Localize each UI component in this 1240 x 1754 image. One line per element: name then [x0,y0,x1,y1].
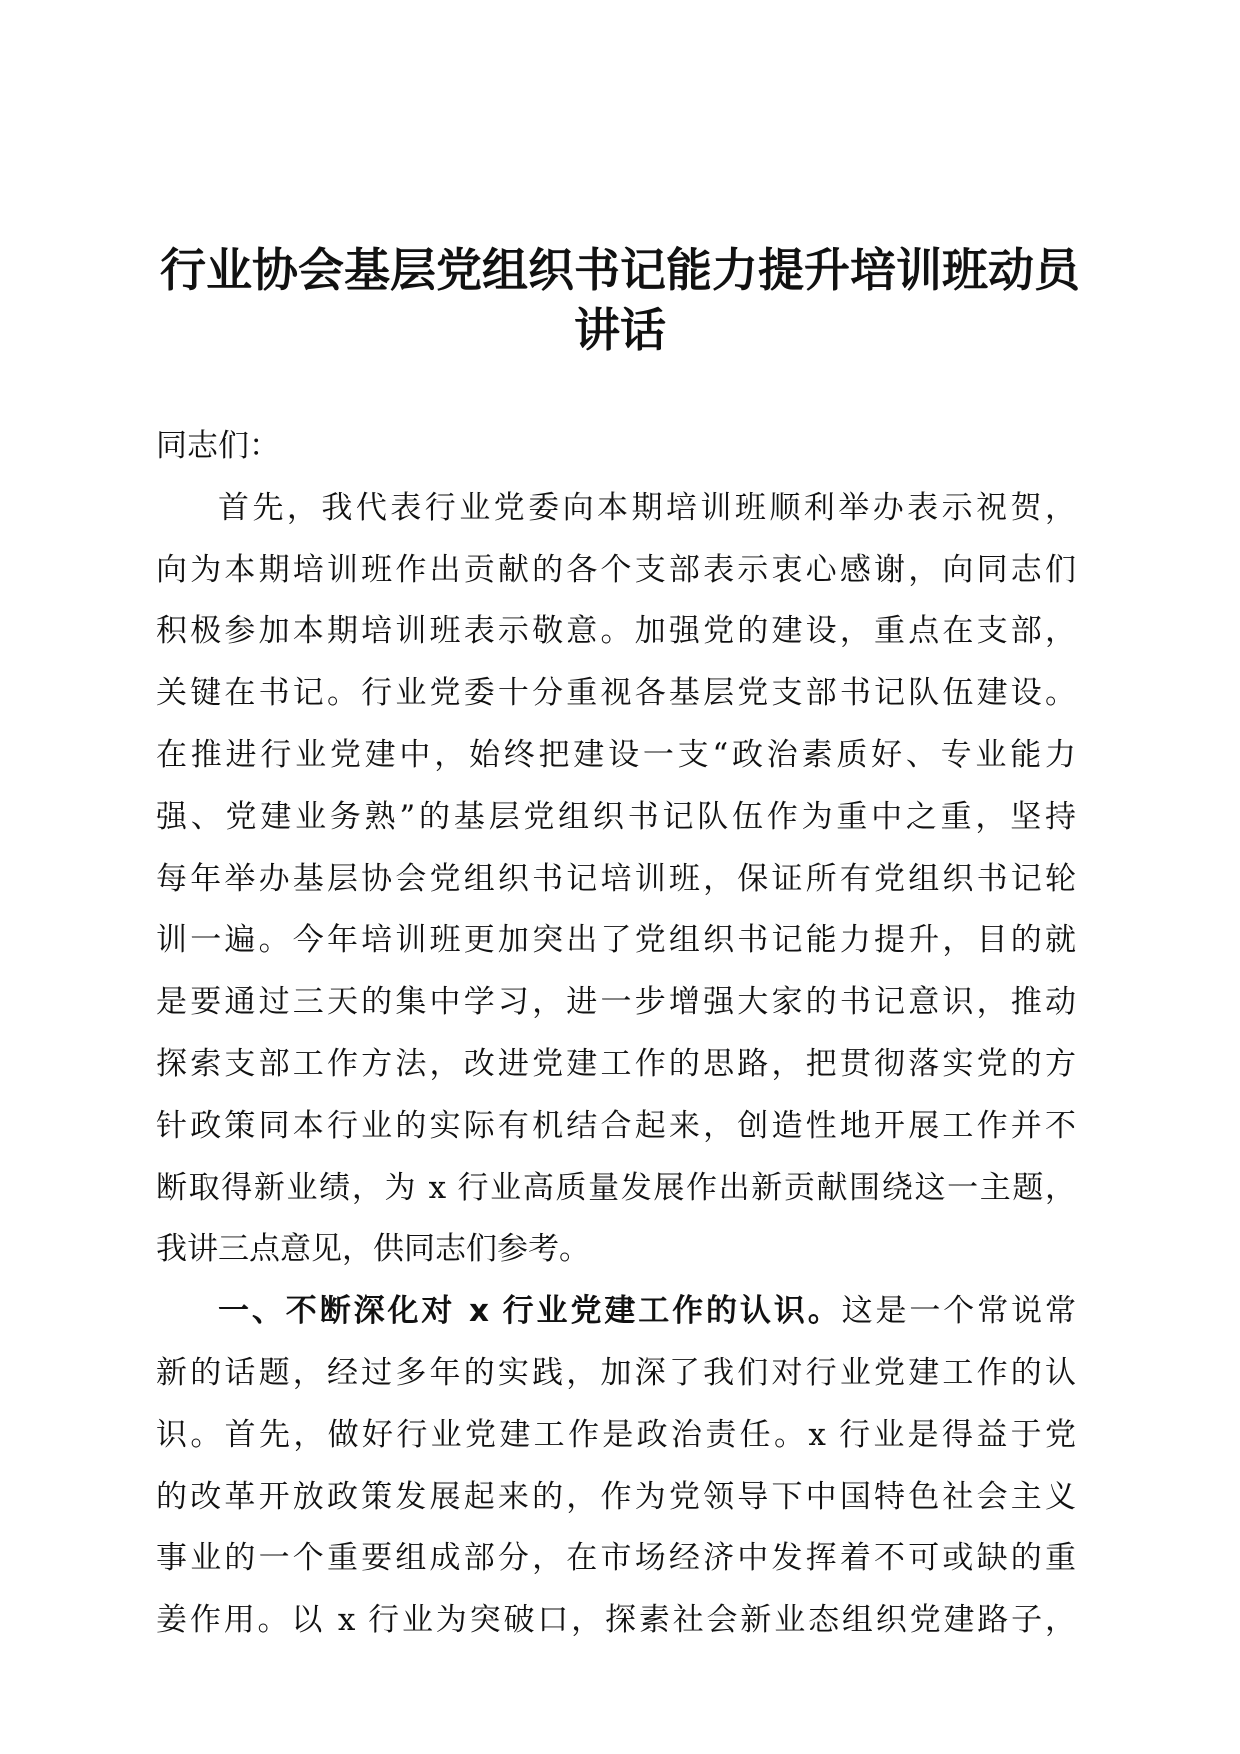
paragraph-1-line: 强、党建业务熟”的基层党组织书记队伍作为重中之重，坚持 [156,798,1076,835]
paragraph-1-line: 积极参加本期培训班表示敬意。加强党的建设，重点在支部， [156,613,1076,650]
paragraph-1-line: 关键在书记。行业党委十分重视各基层党支部书记队伍建设。 [156,675,1076,712]
section-1-line: 姜作用。以 x 行业为突破口，探素社会新业态组织党建路子， [156,1602,1076,1639]
paragraph-1-line: 探索支部工作方法，改进党建工作的思路，把贯彻落实党的方 [156,1045,1076,1082]
document-title [120,240,1120,360]
document-body [156,416,1076,1652]
section-1-first-line [156,1281,1076,1343]
paragraph-1-line: 是要通过三天的集中学习，进一步增强大家的书记意识，推动 [156,984,1076,1021]
salutation: 同志们： [156,428,280,464]
paragraph-1-line: 针政策同本行业的实际有机结合起来，创造性地开展工作并不 [156,1107,1076,1144]
paragraph-1-line: 向为本期培训班作出贡献的各个支部表示衷心感谢，向同志们 [156,551,1076,588]
title-line-1: 行业协会基层党组织书记能力提升培训班动员 [160,243,1080,297]
paragraph-1-line: 训一遍。今年培训班更加突出了党组织书记能力提升，目的就 [156,922,1076,959]
section-1-line: 事业的一个重要组成部分，在市场经济中发挥着不可或缺的重 [156,1540,1076,1577]
paragraph-1-line: 首先，我代表行业党委向本期培训班顺利举办表示祝贺， [218,489,1076,526]
title-line-2: 讲话 [574,303,666,357]
section-1-heading: 一、不断深化对 x 行业党建工作的认识。 [218,1293,842,1330]
paragraph-1-line: 每年举办基层协会党组织书记培训班，保证所有党组织书记轮 [156,860,1076,897]
paragraph-1-line: 断取得新业绩，为 x 行业高质量发展作出新贡献围绕这一主题， [156,1169,1076,1206]
section-1-first-line-rest: 这是一个常说常 [841,1293,1076,1330]
section-1-line: 新的话题，经过多年的实践，加深了我们对行业党建工作的认 [156,1354,1076,1391]
paragraph-1-line: 在推进行业党建中，始终把建设一支“政治素质好、专业能力 [156,736,1076,773]
paragraph-1-line: 我讲三点意见，供同志们参考。 [156,1231,590,1268]
section-1-line: 的改革开放政策发展起来的，作为党领导下中国特色社会主义 [156,1478,1076,1515]
section-1-line: 识。首先，做好行业党建工作是政治责任。x 行业是得益于党 [156,1416,1076,1453]
